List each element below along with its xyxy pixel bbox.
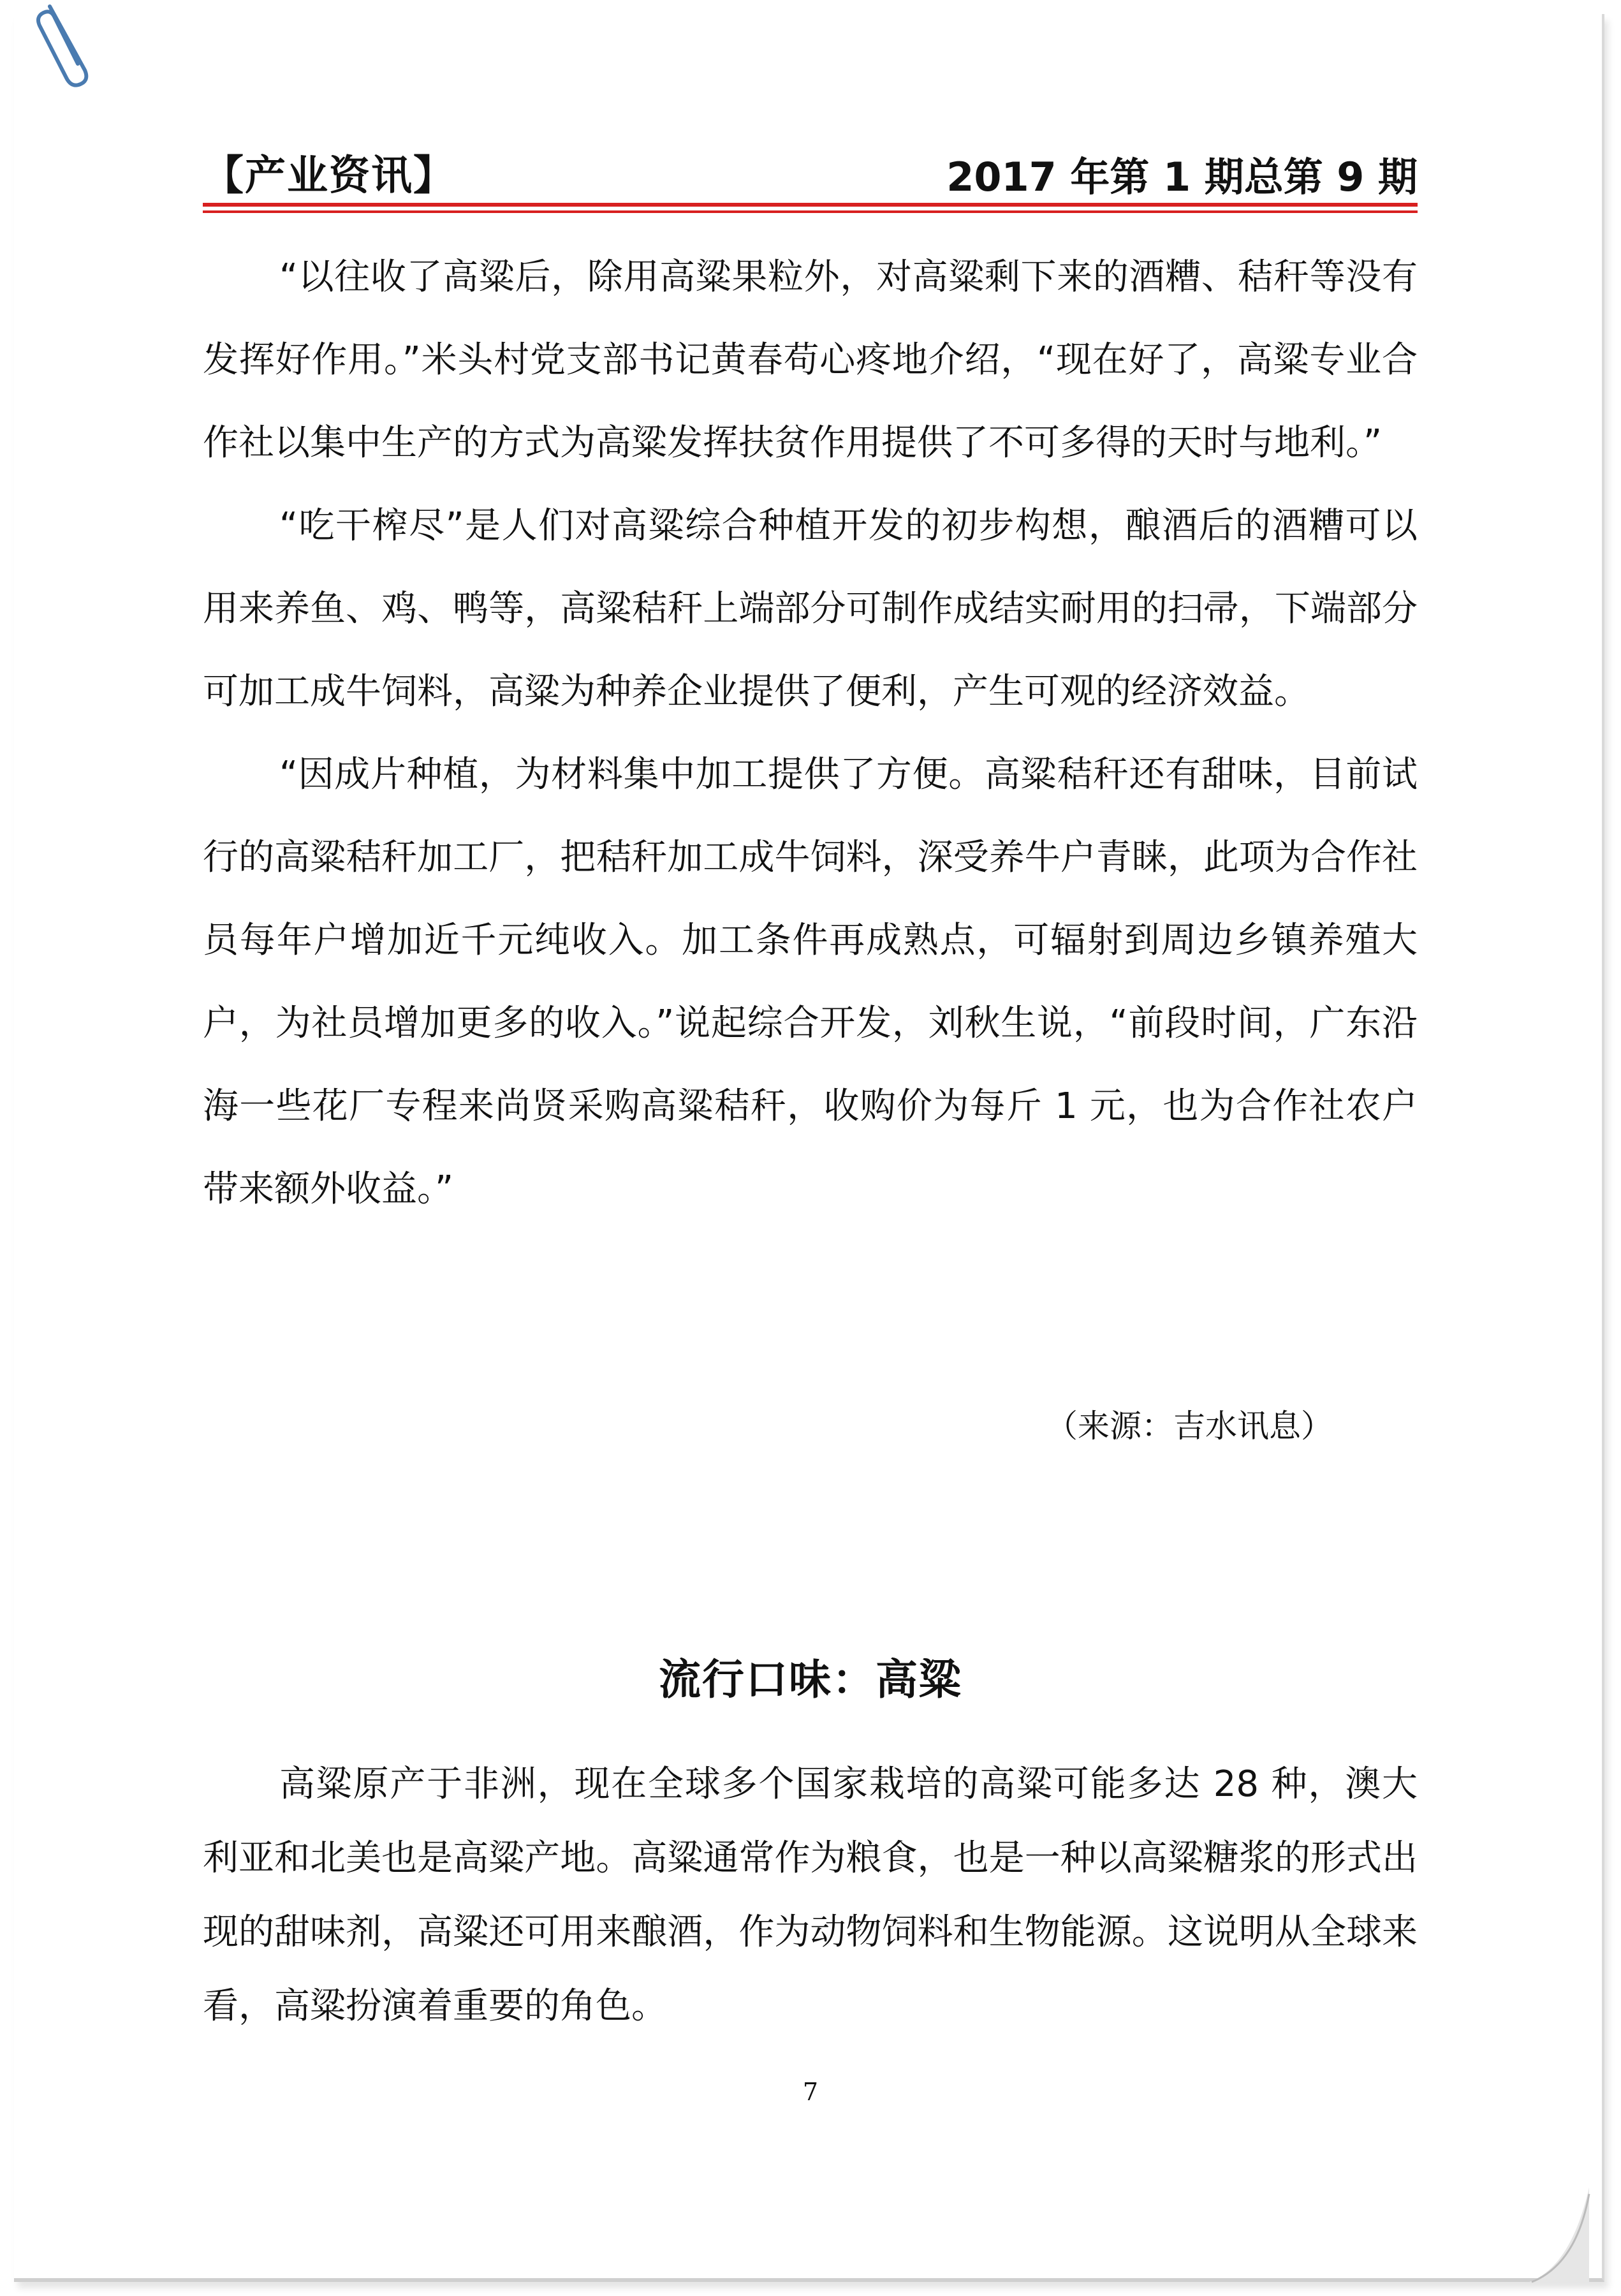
article-paragraph: “因成片种植，为材料集中加工提供了方便。高粱秸秆还有甜味，目前试行的高粱秸秆加工厂，把秸秆加工成牛饲料，深受养牛户青睐，此项为合作社员每年户增加近千元纯收入。加工条件再成熟点，可辐射到周边乡镇养殖大户，为社员增加更多的收入。”说起综合开发，刘秋生说，“前段时间，广东沿海一些花厂专程来尚贤采购高粱秸秆，收购价为每斤 1 元，也为合作社农户带来额外收益。” [203, 754, 1418, 1210]
section-title: 流行口味：高粱 [659, 1655, 962, 1704]
issue-label: 2017 年第 1 期总第 9 期 [946, 154, 1418, 200]
page-curl-icon [1525, 2188, 1595, 2283]
article-paragraph: “以往收了高粱后，除用高粱果粒外，对高粱剩下来的酒糟、秸秆等没有发挥好作用。”米头村党支部书记黄春苟心疼地介绍，“现在好了，高粱专业合作社以集中生产的方式为高粱发挥扶贫作用提供了不可多得的天时与地利。” [203, 256, 1418, 464]
article-source: （来源：吉水讯息） [1046, 1408, 1333, 1445]
section-paragraph: 高粱原产于非洲，现在全球多个国家栽培的高粱可能多达 28 种，澳大利亚和北美也是高粱产地。高粱通常作为粮食，也是一种以高粱糖浆的形式出现的甜味剂，高粱还可用来酿酒，作为动物饲料和生物能源。这说明从全球来看，高粱扮演着重要的角色。 [203, 1763, 1418, 2027]
article-paragraph: “吃干榨尽”是人们对高粱综合种植开发的初步构想，酿酒后的酒糟可以用来养鱼、鸡、鸭等，高粱秸秆上端部分可制作成结实耐用的扫帚，下端部分可加工成牛饲料，高粱为种养企业提供了便利，产生可观的经济效益。 [203, 505, 1418, 712]
page-number: 7 [802, 2078, 819, 2106]
article-body [203, 236, 1418, 1231]
section-label: 【产业资讯】 [203, 152, 455, 200]
section-body [203, 1748, 1418, 2043]
page-header [203, 143, 1418, 207]
header-rule-thick [203, 203, 1418, 207]
header-rule-thin [203, 210, 1418, 213]
paperclip-icon [31, 0, 94, 89]
